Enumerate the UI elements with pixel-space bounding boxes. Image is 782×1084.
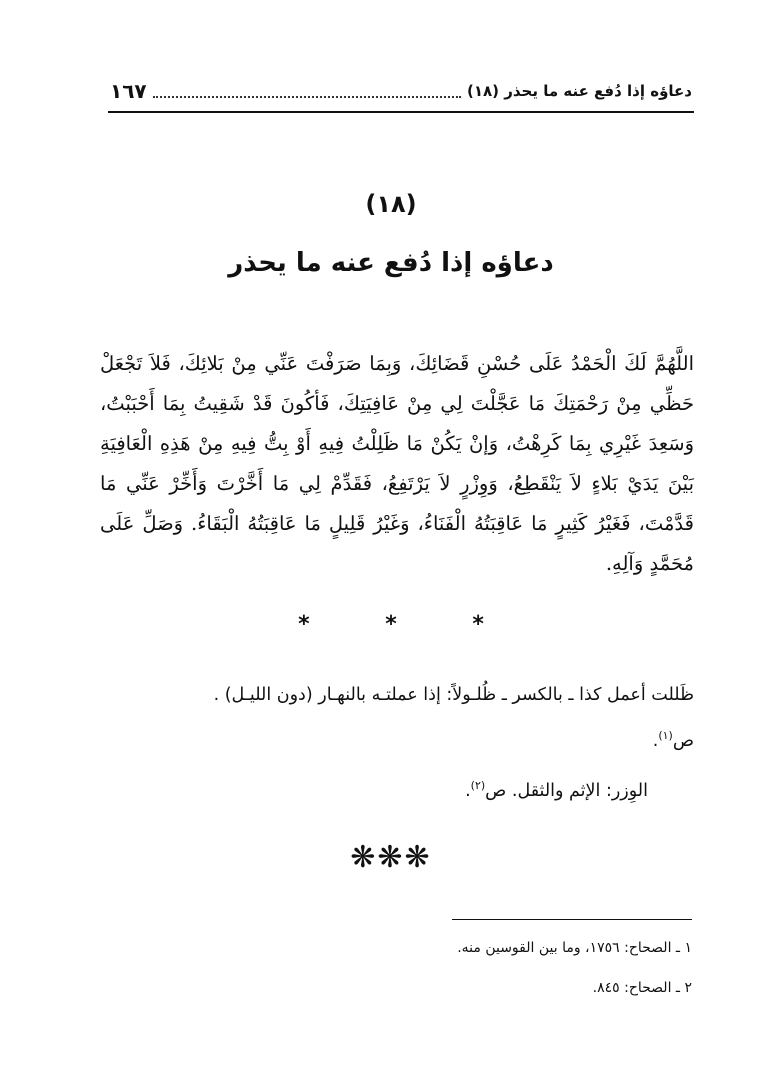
running-header-leader-dots xyxy=(153,84,461,98)
asterisk-separator: * * * xyxy=(298,612,518,637)
note-wizr-period: . xyxy=(465,781,471,801)
footnote-1: ١ ـ الصحاح: ١٧٥٦، وما بين القوسين منه. xyxy=(457,940,692,956)
running-header xyxy=(110,78,692,104)
chapter-title: دعاؤه إذا دُفع عنه ما يحذر xyxy=(228,248,554,278)
note-end-period: . xyxy=(652,731,659,751)
prayer-text: اللَّهُمَّ لَكَ الْحَمْدُ عَلَى حُسْنِ قَضَائِكَ، وَبِمَا صَرَفْتَ عَنِّي مِنْ بَلائِكَ، فَلاَ تَجْعَلْ حَظِّي مِنْ رَحْمَتِكَ مَا عَجَّلْتَ لِي مِنْ عَافِيَتِكَ، فَأكُونَ قَدْ شَقِيتُ بِمَا أَحْبَبْتُ، وَسَعِدَ غَيْرِي بِمَا كَرِهْتُ، وَإنْ يَكُنْ مَا ظَلِلْتُ فِيهِ أَوْ بِتُّ فِيهِ مِنْ هَذِهِ الْعَافِيَةِ بَيْنَ يَدَيْ بَلاءٍ لاَ يَنْقَطِعُ، وَوِزْرٍ لاَ يَرْتَفِعُ، فَقَدِّمْ لِي مَا أَخَّرْتَ وَأَخِّرْ عَنِّي مَا قَدَّمْتَ، فَغَيْرُ كَثِيرٍ مَا عَاقِبَتُهُ الْفَنَاءُ، وَغَيْرُ قَلِيلٍ مَا عَاقِبَتُهُ الْبَقَاءُ. وَصَلِّ عَلَى مُحَمَّدٍ وَآلِهِ. xyxy=(100,352,694,575)
note-wizr-text: الوِزر: الإثم والثقل. ص xyxy=(485,781,648,801)
header-rule xyxy=(108,111,694,113)
footnote-2: ٢ ـ الصحاح: ٨٤٥. xyxy=(592,980,692,996)
note-zalaltu: ظَللت أعمل كذا ـ بالكسر ـ ظُلـولاً: إذا عملتـه بالنهـار (دون الليـل) . xyxy=(213,685,694,705)
note-source-label: ص xyxy=(672,731,694,751)
running-header-title: دعاؤه إذا دُفع عنه ما يحذر (١٨) xyxy=(467,82,692,100)
footnote-rule xyxy=(452,919,692,920)
note-zalaltu-source xyxy=(100,726,694,756)
footnote-ref-1: (١) xyxy=(658,729,673,743)
note-wizr xyxy=(100,776,694,806)
footnote-ref-2: (٢) xyxy=(470,779,486,793)
page-number: ١٦٧ xyxy=(110,79,147,103)
chapter-number: (١٨) xyxy=(365,190,417,218)
ornament-flourish-icon: ❋❋❋ xyxy=(350,840,432,875)
